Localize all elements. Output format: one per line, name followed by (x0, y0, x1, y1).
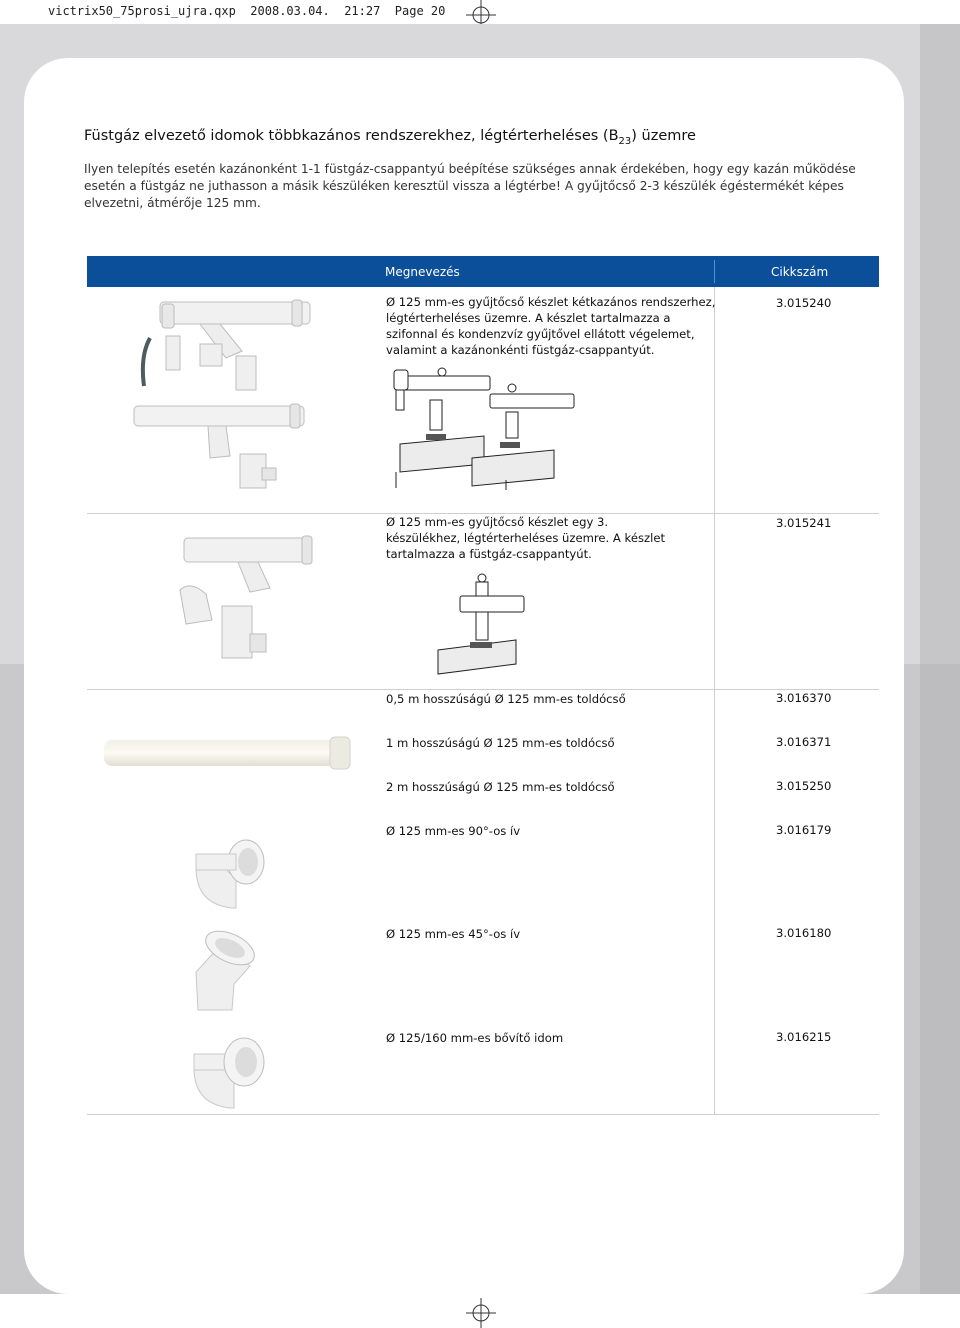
elbow-45-image (190, 926, 274, 1016)
table-header (87, 256, 879, 287)
header-name: Megnevezés (385, 265, 460, 279)
intro-paragraph: Ilyen telepítés esetén kazánonként 1-1 füstgáz-csappantyú beépítése szükséges annak érdekében, hogy egy kazán működése esetén a füstgáz ne juthasson a másik készüléken keresztül vissza a légtérbe! A gyűjtőcső 2-3 készülék égéstermékét képes elvezetni, átmérője 125 mm. (84, 162, 856, 210)
two-boiler-installation-drawing (386, 360, 586, 494)
registration-mark-bottom (466, 1298, 496, 1328)
table-row-code: 3.016180 (776, 926, 832, 940)
elbow-90-image (192, 828, 276, 916)
table-row-desc: Ø 125 mm-es gyűjtőcső készlet egy 3. készülékhez, légtérterheléses üzemre. A készlet tartalmazza a füstgáz-csappantyút. (386, 515, 665, 561)
collector-kit-two-boiler-image (130, 296, 320, 500)
background-band-top-right (920, 24, 960, 664)
collector-kit-third-boiler-image (160, 530, 320, 674)
table-row-desc: Ø 125 mm-es 45°-os ív (386, 927, 521, 941)
header-code: Cikkszám (771, 265, 829, 279)
table-row-code: 3.015240 (776, 296, 832, 310)
background-band-bottom-right (920, 664, 960, 1294)
table-row-code: 3.016370 (776, 691, 832, 705)
table-row-code: 3.015241 (776, 516, 832, 530)
table-row-desc: Ø 125/160 mm-es bővítő idom (386, 1031, 564, 1045)
expansion-fitting-image (190, 1028, 274, 1114)
table-row-desc: Ø 125 mm-es 90°-os ív (386, 824, 521, 838)
extension-pipe-image (102, 736, 352, 774)
header-divider (714, 260, 715, 283)
row-divider (87, 689, 879, 690)
page-title: Füstgáz elvezető idomok többkazános rendszerekhez, légtérterheléses $(B_{23})$ üzemre (84, 128, 696, 147)
page-number: 20 (56, 1252, 72, 1266)
table-row-desc: 2 m hosszúságú Ø 125 mm-es toldócső (386, 780, 615, 794)
table-row-code: 3.016179 (776, 823, 832, 837)
third-boiler-installation-drawing (430, 568, 530, 682)
table-row-desc: 0,5 m hosszúságú Ø 125 mm-es toldócső (386, 692, 626, 706)
table-row-code: 3.015250 (776, 779, 832, 793)
print-slug-line: victrix50_75prosi_ujra.qxp 2008.03.04. 21:27 Page 20 (48, 4, 446, 18)
table-row-desc: 1 m hosszúságú Ø 125 mm-es toldócső (386, 736, 615, 750)
table-row-desc: Ø 125 mm-es gyűjtőcső készlet kétkazános rendszerhez, légtérterheléses üzemre. A készlet tartalmazza a szifonnal és kondenzvíz gyűjtővel ellátott végelemet, valamint a kazánonkénti füstgáz-csappantyút. (386, 295, 716, 357)
table-row-code: 3.016215 (776, 1030, 832, 1044)
table-row-code: 3.016371 (776, 735, 832, 749)
row-divider (87, 1114, 879, 1115)
title-subscript: 23 (618, 135, 632, 147)
